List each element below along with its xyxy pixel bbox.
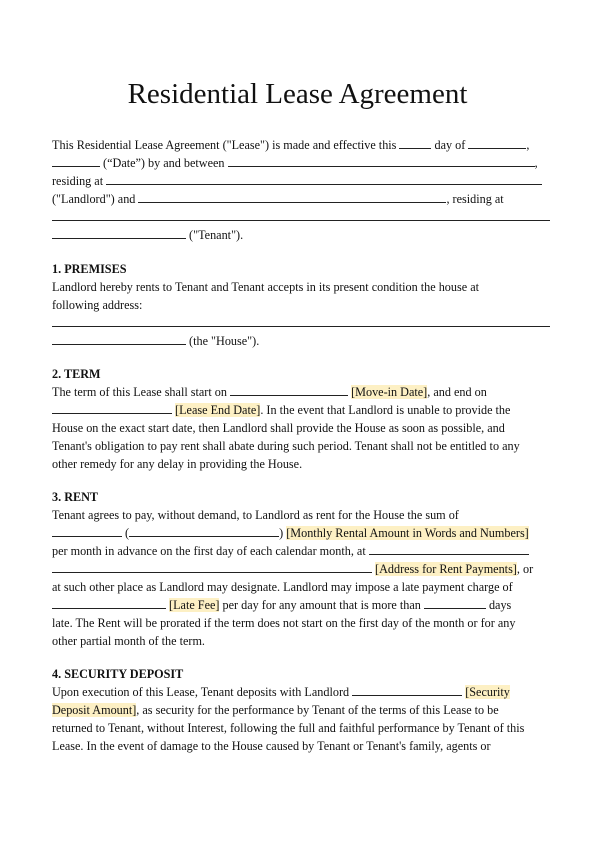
placeholder-move-in-date: [Move-in Date] (351, 385, 428, 399)
section-heading-term: 2. TERM (52, 367, 101, 381)
section-heading-security-deposit: 4. SECURITY DEPOSIT (52, 667, 184, 681)
blank-late-days (424, 597, 486, 609)
blank-payment-address-2 (52, 561, 372, 573)
placeholder-late-fee: [Late Fee] (169, 598, 220, 612)
rent-line-8: other partial month of the term. (52, 634, 205, 648)
rent-text: per month in advance on the first day of each calendar month, at (52, 544, 366, 558)
placeholder-lease-end-date: [Lease End Date] (175, 403, 261, 417)
intro-text: ("Landlord") and (52, 192, 136, 206)
placeholder-security-deposit-cont: Deposit Amount] (52, 703, 137, 717)
intro-line-5 (52, 209, 550, 225)
intro-text: day of (434, 138, 466, 152)
rent-line-6 (52, 597, 511, 613)
rent-line-5: at such other place as Landlord may designate. Landlord may impose a late payment charge of (52, 580, 513, 594)
intro-text: This Residential Lease Agreement ("Lease") is made and effective this (52, 138, 397, 152)
premises-text: (the "House"). (189, 334, 260, 348)
blank-landlord-address (106, 173, 542, 185)
rent-text: , or (516, 562, 534, 576)
rent-line-1: Tenant agrees to pay, without demand, to Landlord as rent for the House the sum of (52, 508, 459, 522)
premises-line-3 (52, 315, 550, 331)
blank-late-fee (52, 597, 166, 609)
blank-tenant-name (138, 191, 446, 203)
deposit-text: , as security for the performance by Tenant of the terms of this Lease to be (136, 703, 499, 717)
premises-line-1: Landlord hereby rents to Tenant and Tenant accepts in its present condition the house at (52, 280, 479, 294)
deposit-line-4: Lease. In the event of damage to the House caused by Tenant or Tenant's family, agents or (52, 739, 491, 753)
blank-house-address-2 (52, 333, 186, 345)
placeholder-monthly-rent: [Monthly Rental Amount in Words and Numbers] (286, 526, 529, 540)
blank-rent-words (129, 525, 279, 537)
blank-tenant-address (52, 209, 550, 221)
intro-text: residing at (52, 174, 104, 188)
blank-deposit-amount (352, 684, 462, 696)
intro-text: , (534, 156, 538, 170)
term-line-4: Tenant's obligation to pay rent shall abate during such period. Tenant shall not be entitled to any (52, 439, 520, 453)
rent-text: ) (279, 526, 284, 540)
intro-line-1 (52, 137, 529, 153)
blank-landlord-name (228, 155, 535, 167)
intro-text: (“Date”) by and between (103, 156, 225, 170)
blank-payment-address (369, 543, 529, 555)
blank-tenant-address-2 (52, 227, 186, 239)
blank-house-address (52, 315, 550, 327)
rent-line-3 (52, 543, 529, 559)
section-heading-rent: 3. RENT (52, 490, 99, 504)
blank-year (52, 155, 100, 167)
deposit-line-1 (52, 684, 510, 700)
term-text: The term of this Lease shall start on (52, 385, 227, 399)
deposit-line-3: returned to Tenant, without Interest, following the full and faithful performance by Tenant of this (52, 721, 525, 735)
term-line-1 (52, 384, 487, 400)
intro-text: , residing at (446, 192, 504, 206)
blank-day (399, 137, 431, 149)
term-line-3: House on the exact start date, then Landlord shall provide the House as soon as possible, and (52, 421, 505, 435)
premises-line-4 (52, 333, 259, 349)
blank-move-in-date (230, 384, 348, 396)
intro-line-2 (52, 155, 538, 171)
rent-text: days (488, 598, 512, 612)
rent-text: per day for any amount that is more than (222, 598, 421, 612)
intro-text: ("Tenant"). (189, 228, 244, 242)
intro-text: , (526, 138, 530, 152)
intro-line-3 (52, 173, 542, 189)
blank-month (468, 137, 526, 149)
rent-line-2 (52, 525, 529, 541)
rent-line-7: late. The Rent will be prorated if the term does not start on the first day of the month or for any (52, 616, 516, 630)
term-line-5: other remedy for any delay in providing the House. (52, 457, 303, 471)
deposit-text: Upon execution of this Lease, Tenant deposits with Landlord (52, 685, 350, 699)
term-text: . In the event that Landlord is unable to provide the (260, 403, 511, 417)
rent-line-4 (52, 561, 533, 577)
blank-lease-end-date (52, 402, 172, 414)
section-heading-premises: 1. PREMISES (52, 262, 127, 276)
blank-rent-number (52, 525, 122, 537)
placeholder-security-deposit: [Security (465, 685, 510, 699)
term-line-2 (52, 402, 510, 418)
premises-line-2: following address: (52, 298, 143, 312)
term-text: , and end on (427, 385, 487, 399)
intro-line-4 (52, 191, 504, 207)
document-title: Residential Lease Agreement (127, 78, 468, 110)
placeholder-rent-address: [Address for Rent Payments] (375, 562, 517, 576)
rent-text: ( (125, 526, 130, 540)
deposit-line-2 (52, 702, 499, 718)
intro-line-6 (52, 227, 243, 243)
